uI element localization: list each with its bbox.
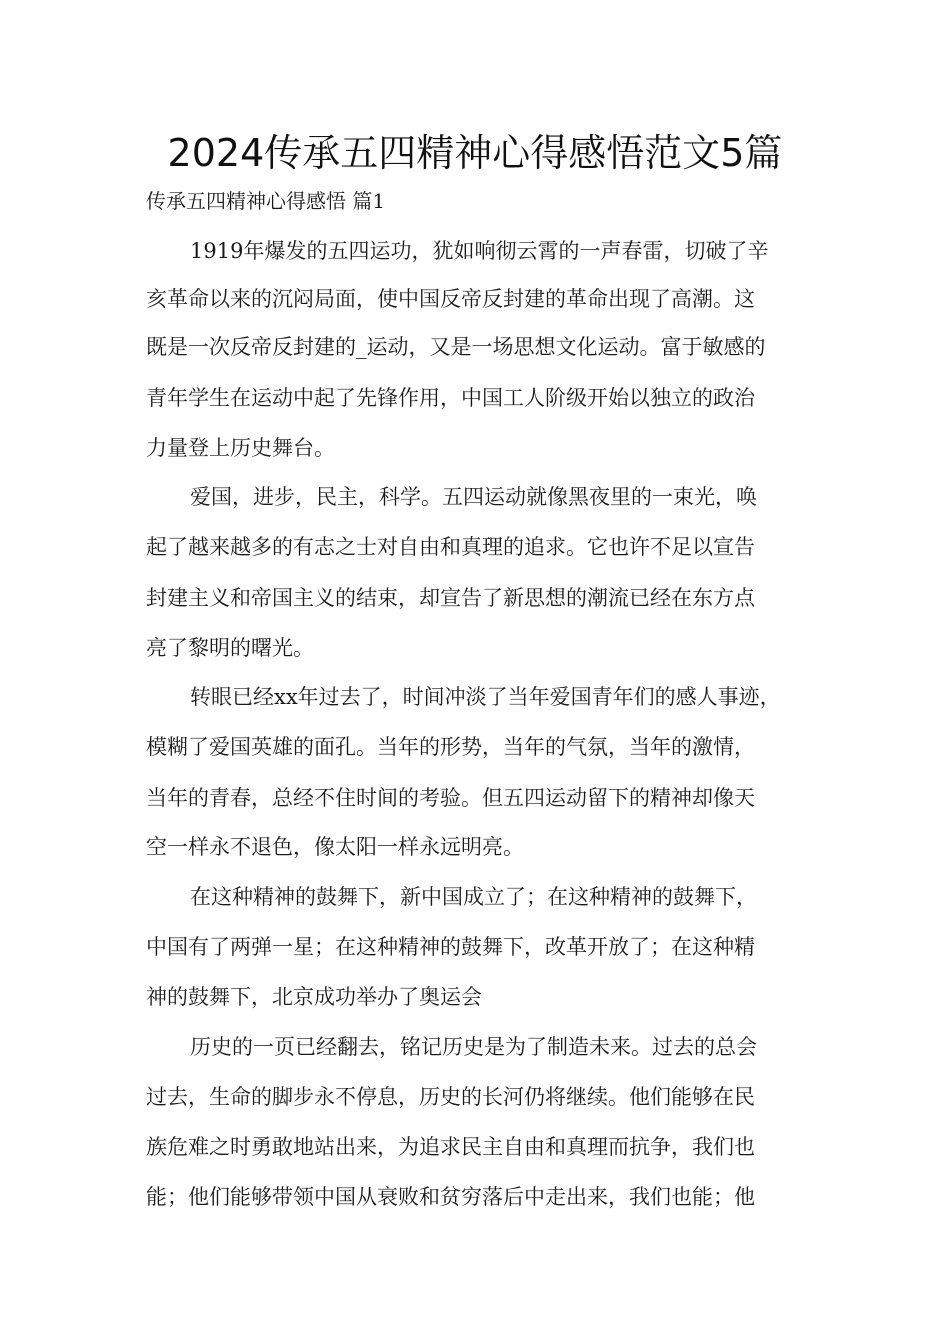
text-line: 能；他们能够带领中国从衰败和贫穷落后中走出来，我们也能；他 (146, 1185, 755, 1209)
text-line: 力量登上历史舞台。 (146, 436, 335, 460)
document-title: 2024传承五四精神心得感悟范文5篇 (167, 131, 783, 175)
text-line: 亥革命以来的沉闷局面，使中国反帝反封建的革命出现了高潮。这 (146, 287, 755, 311)
text-line: 过去，生命的脚步永不停息，历史的长河仍将继续。他们能够在民 (146, 1085, 755, 1109)
text-line: 封建主义和帝国主义的结束，却宣告了新思想的潮流已经在东方点 (146, 586, 755, 610)
text-line: 族危难之时勇敢地站出来，为追求民主自由和真理而抗争，我们也 (146, 1135, 755, 1159)
text-line: 转眼已经xx年过去了，时间冲淡了当年爱国青年们的感人事迹， (190, 685, 781, 709)
text-line: 1919年爆发的五四运功，犹如响彻云霄的一声春雷，切破了辛 (190, 239, 769, 263)
text-line: 起了越来越多的有志之士对自由和真理的追求。它也许不足以宣告 (146, 535, 755, 559)
text-line: 亮了黎明的曙光。 (146, 636, 314, 660)
text-line: 空一样永不退色，像太阳一样永远明亮。 (146, 835, 524, 859)
text-line: 中国有了两弹一星；在这种精神的鼓舞下，改革开放了；在这种精 (146, 935, 755, 959)
text-line: 历史的一页已经翻去，铭记历史是为了制造未来。过去的总会 (190, 1035, 757, 1059)
text-line: 在这种精神的鼓舞下，新中国成立了；在这种精神的鼓舞下， (190, 885, 757, 909)
text-line: 既是一次反帝反封建的_运动，又是一场思想文化运动。富于敏感的 (146, 335, 766, 359)
text-line: 青年学生在运动中起了先锋作用，中国工人阶级开始以独立的政治 (146, 386, 755, 410)
text-line: 爱国，进步，民主，科学。五四运动就像黑夜里的一束光，唤 (190, 485, 757, 509)
section-heading: 传承五四精神心得感悟 篇1 (146, 189, 386, 213)
text-line: 神的鼓舞下，北京成功举办了奥运会 (146, 985, 482, 1009)
text-line: 当年的青春，总经不住时间的考验。但五四运动留下的精神却像天 (146, 786, 755, 810)
text-line: 模糊了爱国英雄的面孔。当年的形势，当年的气氛，当年的激情， (146, 735, 755, 759)
